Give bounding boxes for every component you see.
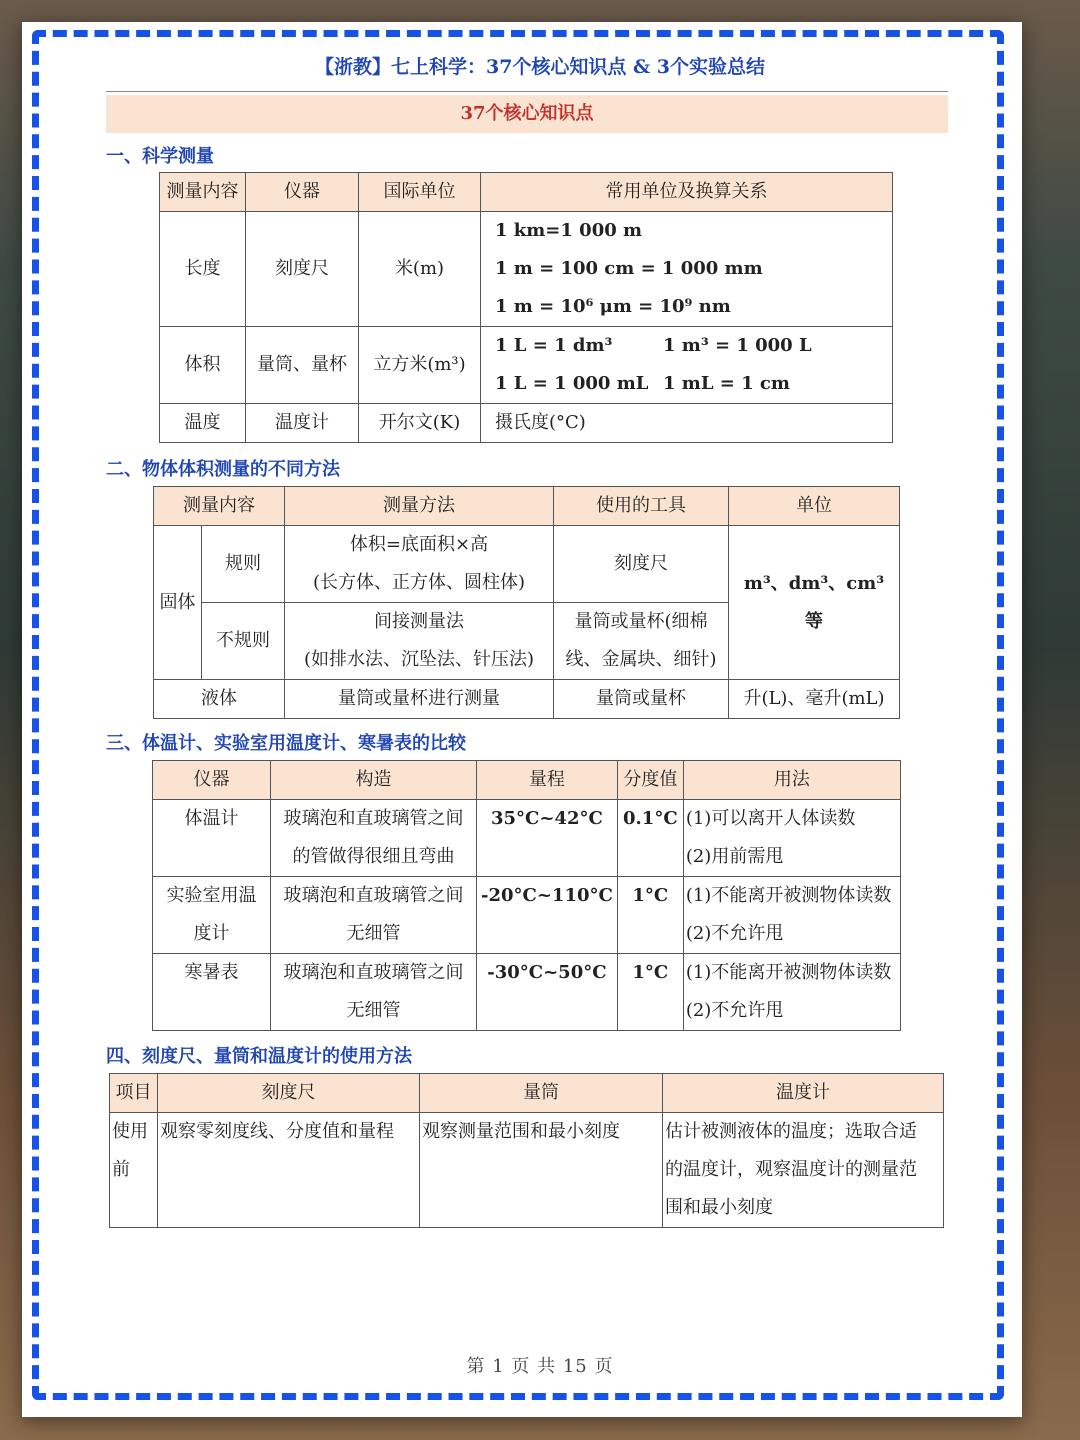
table-header-row: [154, 487, 900, 526]
cell-length-conv: 1 m = 100 cm = 1 000 mm: [481, 250, 893, 288]
table-row: [153, 877, 901, 916]
cell-length-conv: 1 km=1 000 m: [481, 212, 893, 251]
cell-method: 体积=底面积×高: [285, 526, 554, 565]
table-row: [160, 327, 893, 366]
cell-thermometer: 的温度计，观察温度计的测量范: [663, 1151, 944, 1189]
cell-temperature: 温度: [160, 404, 246, 443]
cell-structure: 玻璃泡和直玻璃管之间: [271, 954, 477, 993]
cell-solid-unit: m³、dm³、cm³ 等: [729, 526, 900, 680]
cell-solid: 固体: [154, 526, 202, 680]
table-row: [110, 1113, 944, 1152]
cell-range: -20°C~110°C: [477, 877, 618, 954]
cell-division: 0.1°C: [617, 800, 683, 877]
cell-structure: 无细管: [271, 992, 477, 1031]
conv-text: 1 m³ = 1 000 L: [663, 335, 812, 356]
thermometer-table: [152, 760, 901, 1031]
conv-text: 1 mL = 1 cm: [663, 373, 790, 394]
cell-volume-tool: 量筒、量杯: [246, 327, 359, 404]
cell-division: 1°C: [617, 877, 683, 954]
table-row: [154, 680, 900, 719]
cell-cylinder: 观察测量范围和最小刻度: [420, 1113, 663, 1228]
cell-tool: 量筒或量杯: [554, 680, 729, 719]
cell-temperature-unit: 开尔文(K): [359, 404, 481, 443]
cell-usage: (1)不能离开被测物体读数: [683, 954, 900, 993]
table-row: [153, 954, 901, 993]
cell-ruler: 观察零刻度线、分度值和量程: [158, 1113, 420, 1228]
conv-text: 1 L = 1 000 mL: [495, 373, 649, 394]
cell-item: [110, 1189, 158, 1228]
cell-length-tool: 刻度尺: [246, 212, 359, 327]
cell-method: 间接测量法: [285, 603, 554, 642]
cell-length: 长度: [160, 212, 246, 327]
cell-item: 使用: [110, 1113, 158, 1152]
cell-range: -30°C~50°C: [477, 954, 618, 1031]
header-cell: 温度计: [663, 1074, 944, 1113]
cell-unit: 升(L)、毫升(mL): [729, 680, 900, 719]
cell-tool: 刻度尺: [554, 526, 729, 603]
table-header-row: [153, 761, 901, 800]
cell-thermometer: 估计被测液体的温度；选取合适: [663, 1113, 944, 1152]
header-cell: 测量内容: [154, 487, 285, 526]
table-row: [153, 800, 901, 839]
cell-structure: 的管做得很细且弯曲: [271, 838, 477, 877]
section-title-4: 四、刻度尺、量筒和温度计的使用方法: [106, 1046, 412, 1067]
cell-division: 1°C: [617, 954, 683, 1031]
header-cell: 量筒: [420, 1074, 663, 1113]
header-cell: 测量内容: [160, 173, 246, 212]
cell-instrument: 体温计: [153, 800, 271, 839]
cell-liquid: 液体: [154, 680, 285, 719]
page-header: 【浙教】七上科学：37个核心知识点 & 3个实验总结: [314, 56, 766, 78]
cell-method: 量筒或量杯进行测量: [285, 680, 554, 719]
cell-volume-conv: [481, 365, 893, 404]
cell-usage: (1)可以离开人体读数: [683, 800, 900, 839]
header-cell: 分度值: [617, 761, 683, 800]
usage-table: [109, 1073, 944, 1228]
section-title-1: 一、科学测量: [106, 146, 214, 167]
table-header-row: [160, 173, 893, 212]
cell-usage: (2)不允许甩: [683, 992, 900, 1031]
table-row: [160, 404, 893, 443]
header-cell: 使用的工具: [554, 487, 729, 526]
cell-method: (如排水法、沉坠法、针压法): [285, 641, 554, 680]
cell-usage: (1)不能离开被测物体读数: [683, 877, 900, 916]
cell-instrument: 度计: [153, 915, 271, 954]
cell-length-unit: 米(m): [359, 212, 481, 327]
cell-usage: (2)不允许甩: [683, 915, 900, 954]
cell-tool: 量筒或量杯(细棉: [554, 603, 729, 642]
cell-tool: 线、金属块、细针): [554, 641, 729, 680]
header-cell: 构造: [271, 761, 477, 800]
cell-usage: (2)用前需甩: [683, 838, 900, 877]
cell-instrument: 实验室用温: [153, 877, 271, 916]
cell-irregular: 不规则: [202, 603, 285, 680]
section-title-3: 三、体温计、实验室用温度计、寒暑表的比较: [106, 733, 466, 754]
section-title-2: 二、物体体积测量的不同方法: [106, 459, 340, 480]
cell-instrument: [153, 838, 271, 877]
page-footer: 第 1 页 共 15 页: [466, 1356, 614, 1377]
cell-item: 前: [110, 1151, 158, 1189]
header-cell: 用法: [683, 761, 900, 800]
header-cell: 单位: [729, 487, 900, 526]
cell-structure: 玻璃泡和直玻璃管之间: [271, 877, 477, 916]
cell-regular: 规则: [202, 526, 285, 603]
cell-length-conv: 1 m = 10⁶ μm = 10⁹ nm: [481, 288, 893, 327]
measurement-table: [159, 172, 893, 443]
header-cell: 量程: [477, 761, 618, 800]
cell-volume-unit: 立方米(m³): [359, 327, 481, 404]
header-cell: 常用单位及换算关系: [481, 173, 893, 212]
header-cell: 测量方法: [285, 487, 554, 526]
cell-volume: 体积: [160, 327, 246, 404]
header-cell: 刻度尺: [158, 1074, 420, 1113]
header-divider: [106, 91, 948, 92]
cell-instrument: [153, 992, 271, 1031]
table-row: [160, 212, 893, 251]
volume-methods-table: [153, 486, 900, 719]
table-header-row: [110, 1074, 944, 1113]
subheader-banner: 37个核心知识点: [106, 95, 948, 133]
cell-range: 35°C~42°C: [477, 800, 618, 877]
table-row: [154, 526, 900, 565]
cell-temperature-conv: 摄氏度(°C): [481, 404, 893, 443]
cell-structure: 无细管: [271, 915, 477, 954]
cell-temperature-tool: 温度计: [246, 404, 359, 443]
cell-thermometer: 围和最小刻度: [663, 1189, 944, 1228]
cell-instrument: 寒暑表: [153, 954, 271, 993]
header-cell: 项目: [110, 1074, 158, 1113]
header-cell: 国际单位: [359, 173, 481, 212]
cell-structure: 玻璃泡和直玻璃管之间: [271, 800, 477, 839]
conv-text: 1 L = 1 dm³: [495, 335, 613, 356]
header-cell: 仪器: [246, 173, 359, 212]
cell-volume-conv: [481, 327, 893, 366]
cell-method: (长方体、正方体、圆柱体): [285, 564, 554, 603]
header-cell: 仪器: [153, 761, 271, 800]
